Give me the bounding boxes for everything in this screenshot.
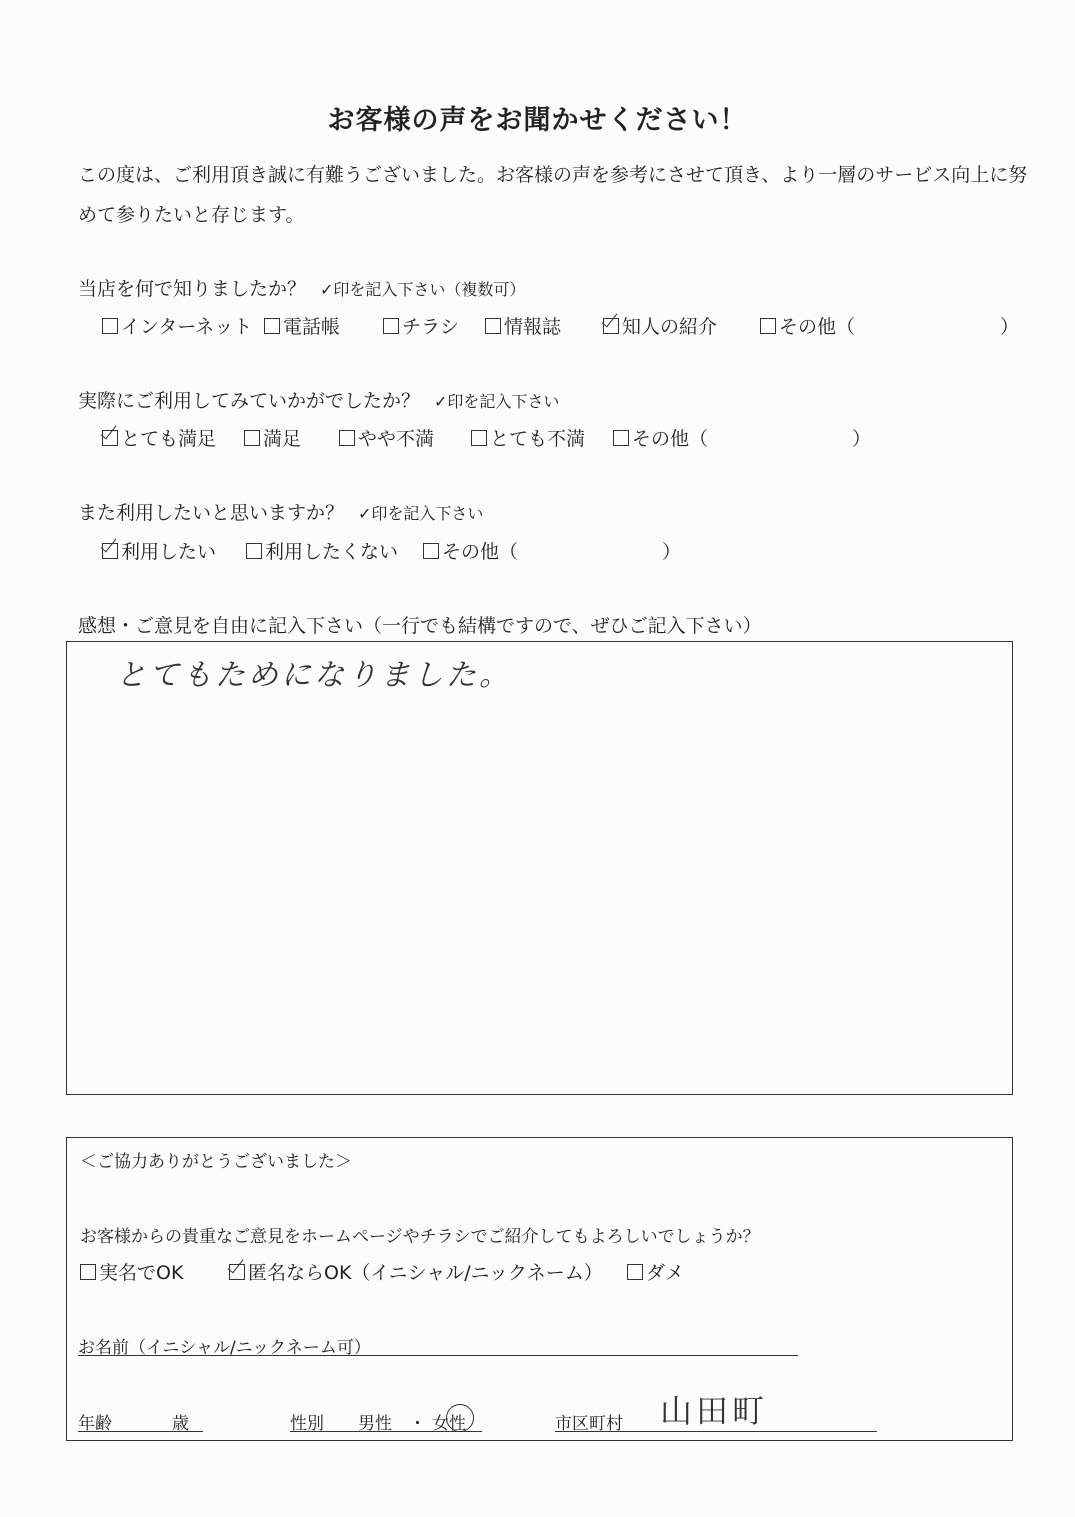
checkbox[interactable]	[264, 318, 280, 334]
checkbox-checked[interactable]	[102, 430, 118, 446]
checkbox[interactable]	[383, 318, 399, 334]
intro-line-2: めて参りたいと存じます。	[78, 204, 305, 226]
q1-other-close-paren: ）	[1000, 316, 1020, 338]
city-label: 市区町村	[555, 1414, 623, 1434]
question-3-note: ✓印を記入下さい	[358, 504, 484, 523]
question-3	[78, 498, 483, 525]
checkbox-checked[interactable]	[102, 543, 118, 559]
question-1-note: ✓印を記入下さい（複数可）	[320, 280, 526, 299]
checkbox[interactable]	[339, 430, 355, 446]
checkbox[interactable]	[423, 543, 439, 559]
checkbox[interactable]	[485, 318, 501, 334]
permission-option-no[interactable]: ダメ	[627, 1258, 684, 1285]
gender-separator: ・	[409, 1414, 426, 1434]
checkbox-checked[interactable]	[603, 318, 619, 334]
city-handwritten-value: 山田町	[660, 1392, 769, 1430]
permission-option-real-name[interactable]: 実名でOK	[80, 1258, 183, 1285]
gender-male[interactable]: 男性	[358, 1414, 392, 1434]
gender-selection-circle	[446, 1404, 474, 1432]
q1-option-internet[interactable]: インターネット	[102, 312, 252, 339]
checkbox[interactable]	[246, 543, 262, 559]
comments-handwritten-text: とてもためになりました。	[116, 658, 512, 693]
q1-option-referral[interactable]: 知人の紹介	[603, 312, 717, 339]
q2-option-very-satisfied[interactable]: とても満足	[102, 424, 216, 451]
gender-female[interactable]: 女性	[432, 1414, 466, 1434]
thanks-heading: ＜ご協力ありがとうございました＞	[80, 1152, 352, 1172]
name-label: お名前（イニシャル/ニックネーム可）	[78, 1338, 371, 1358]
q1-option-phonebook[interactable]: 電話帳	[264, 312, 340, 339]
age-field[interactable]	[78, 1431, 203, 1432]
checkbox[interactable]	[613, 430, 629, 446]
question-1-text: 当店を何で知りましたか？	[78, 278, 307, 300]
checkbox[interactable]	[627, 1264, 643, 1280]
question-2	[78, 386, 559, 413]
permission-option-anonymous[interactable]: 匿名ならOK（イニシャル/ニックネーム）	[229, 1258, 603, 1285]
q2-option-satisfied[interactable]: 満足	[244, 424, 301, 451]
gender-label: 性別	[290, 1414, 324, 1434]
q2-other-close-paren: ）	[852, 428, 872, 450]
comments-label: 感想・ご意見を自由に記入下さい（一行でも結構ですので、ぜひご記入下さい）	[78, 615, 762, 637]
q1-option-flyer[interactable]: チラシ	[383, 312, 459, 339]
q2-option-other[interactable]: その他（	[613, 424, 708, 451]
age-unit: 歳	[172, 1414, 189, 1434]
q2-option-very-dissatisfied[interactable]: とても不満	[471, 424, 585, 451]
permission-question: お客様からの貴重なご意見をホームページやチラシでご紹介してもよろしいでしょうか？	[80, 1227, 760, 1247]
q3-option-other[interactable]: その他（	[423, 537, 518, 564]
checkbox[interactable]	[760, 318, 776, 334]
checkbox[interactable]	[102, 318, 118, 334]
question-1	[78, 274, 525, 301]
question-2-note: ✓印を記入下さい	[434, 392, 560, 411]
checkbox[interactable]	[80, 1264, 96, 1280]
page-title: お客様の声をお聞かせください！	[327, 105, 748, 136]
q3-other-close-paren: ）	[662, 541, 682, 563]
consent-section	[66, 1137, 1013, 1441]
gender-field	[290, 1431, 482, 1432]
city-field[interactable]	[555, 1431, 877, 1432]
q1-option-magazine[interactable]: 情報誌	[485, 312, 561, 339]
name-field[interactable]	[78, 1355, 798, 1356]
checkbox[interactable]	[244, 430, 260, 446]
age-label: 年齢	[78, 1414, 112, 1434]
q1-option-other[interactable]: その他（	[760, 312, 855, 339]
question-2-text: 実際にご利用してみていかがでしたか？	[78, 390, 421, 412]
checkbox[interactable]	[471, 430, 487, 446]
q3-option-no[interactable]: 利用したくない	[246, 537, 398, 564]
checkbox-checked[interactable]	[229, 1264, 245, 1280]
question-3-text: また利用したいと思いますか？	[78, 502, 345, 524]
q2-option-somewhat-dissatisfied[interactable]: やや不満	[339, 424, 434, 451]
q3-option-yes[interactable]: 利用したい	[102, 537, 216, 564]
intro-line-1: この度は、ご利用頂き誠に有難うございました。お客様の声を参考にさせて頂き、より一層のサービス向上に努	[78, 164, 1028, 186]
comments-textarea[interactable]	[66, 641, 1013, 1095]
